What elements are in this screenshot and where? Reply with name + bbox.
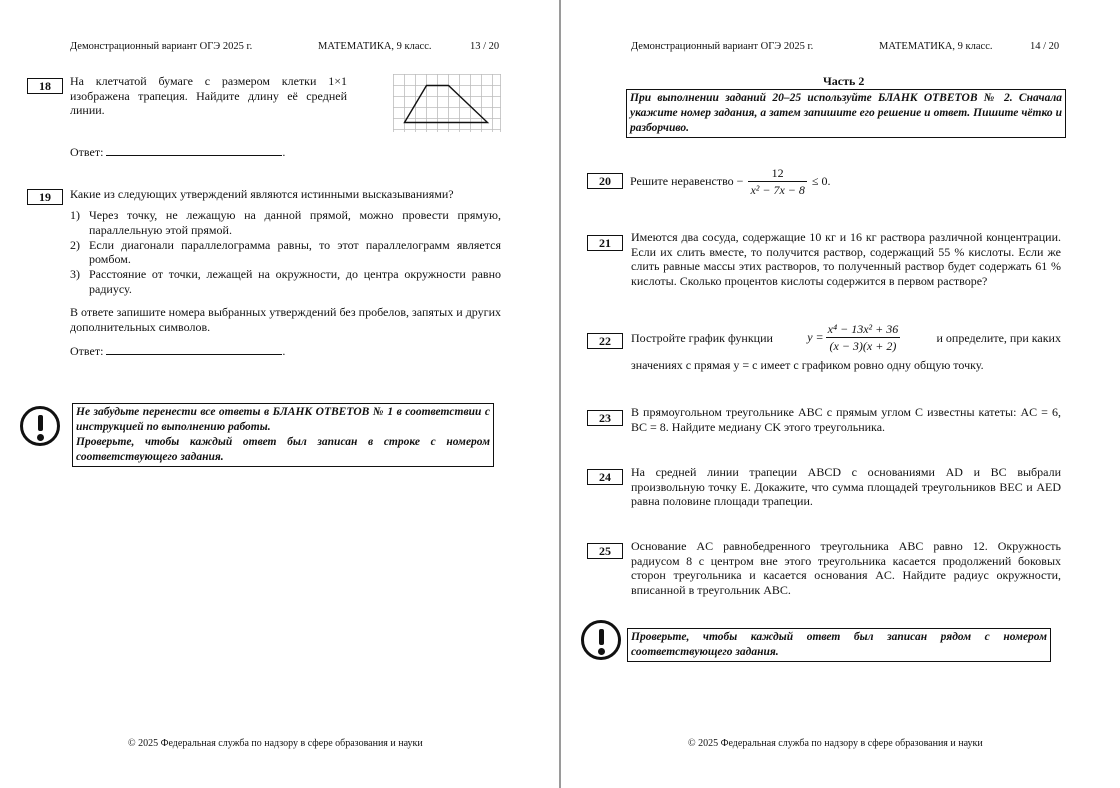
minus-sign: − xyxy=(736,173,744,188)
part-title: Часть 2 xyxy=(823,74,865,88)
statement-text: Через точку, не лежащую на данной прямой, можно провести прямую, параллельную этой прямой. xyxy=(89,208,501,237)
statement-text: Расстояние от точки, лежащей на окружности, до центра окружности равно радиусу. xyxy=(89,267,501,296)
task-24-text: На средней линии трапеции ABCD с основаниями AD и BC выбрали произвольную точку E. Докажите, что сумма площадей треугольников BEC и AED равна половине площади трапеции. xyxy=(631,465,1061,509)
task-20-intro: Решите неравенство xyxy=(630,173,734,188)
footer-copyright: © 2025 Федеральная служба по надзору в сфере образования и науки xyxy=(688,738,983,749)
task-19-question: Какие из следующих утверждений являются истинными высказываниями? xyxy=(70,187,454,201)
task-22-function xyxy=(807,322,902,354)
answer-19: Ответ: . xyxy=(70,344,286,358)
statement-number: 1) xyxy=(70,208,80,222)
header-page-number: 13 / 20 xyxy=(470,41,500,52)
inequality-tail: ≤ 0. xyxy=(811,173,831,188)
statement-number: 3) xyxy=(70,267,80,282)
notice-line-2: Проверьте, чтобы каждый ответ был записан в строке с номером соответствующего задания. xyxy=(76,436,490,463)
task-number-20: 20 xyxy=(587,173,623,189)
header-subject: МАТЕМАТИКА, 9 класс. xyxy=(879,41,993,52)
numerator: 12 xyxy=(748,166,806,182)
task-25-text: Основание AC равнобедренного треугольника ABC равно 12. Окружность радиусом 8 с центром вне этого треугольника касается продолжений боковых сторон треугольника и касается основания AC. Найдите радиус окружности, вписанной в треугольник ABC. xyxy=(631,539,1061,597)
header-page-number: 14 / 20 xyxy=(1030,41,1060,52)
fraction xyxy=(748,166,806,198)
numerator: x⁴ − 13x² + 36 xyxy=(827,322,899,336)
denominator: x² − 7x − 8 xyxy=(750,183,805,197)
y-equals: y = xyxy=(807,329,824,344)
task-number-18: 18 xyxy=(27,78,63,94)
task-23-text: В прямоугольном треугольнике ABC с прямым углом C известны катеты: AC = 6, BC = 8. Найдите медиану CK этого треугольника. xyxy=(631,405,1061,434)
task-18-text: На клетчатой бумаге с размером клетки 1×1 изображена трапеция. Найдите длину её средней линии. xyxy=(70,74,347,118)
answer-label: Ответ: xyxy=(70,145,104,159)
denominator: (x − 3)(x + 2) xyxy=(829,339,897,353)
header-exam: Демонстрационный вариант ОГЭ 2025 г. xyxy=(70,41,253,52)
task-21-text: Имеются два сосуда, содержащие 10 кг и 16 кг раствора различной концентрации. Если их слить вместе, то получится раствор, содержащий 55 % кислоты. Если же слить равные массы этих растворов, то полученный раствор будет содержать 61 % кислоты. Сколько процентов кислоты содержится в первом растворе? xyxy=(631,230,1061,288)
statement-text: Если диагонали параллелограмма равны, то этот параллелограмм является ромбом. xyxy=(89,237,501,267)
notice-line-1: Не забудьте перенести все ответы в БЛАНК ОТВЕТОВ № 1 в соответствии с инструкцией по выполнению работы. xyxy=(76,406,490,433)
exclamation-circle-icon xyxy=(581,620,621,660)
answer-label: Ответ: xyxy=(70,344,104,358)
task-19-instruction: В ответе запишите номера выбранных утверждений без пробелов, запятых и других дополнительных символов. xyxy=(70,305,501,334)
task-number-22: 22 xyxy=(587,333,623,349)
footer-copyright: © 2025 Федеральная служба по надзору в сфере образования и науки xyxy=(128,738,423,749)
right-notice: Проверьте, чтобы каждый ответ был записан рядом с номером соответствующего задания. xyxy=(627,628,1051,662)
header-subject: МАТЕМАТИКА, 9 класс. xyxy=(318,41,432,52)
task-number-21: 21 xyxy=(587,235,623,251)
part-2-notice: При выполнении заданий 20–25 используйте БЛАНК ОТВЕТОВ № 2. Сначала укажите номер задания, а затем запишите его решение и ответ. Пишите чётко и разборчиво. xyxy=(626,89,1066,138)
fraction xyxy=(826,322,901,354)
task-number-23: 23 xyxy=(587,410,623,426)
task-22-line-2: значениях c прямая y = c имеет с графиком ровно одну общую точку. xyxy=(631,358,984,372)
task-22-tail: и определите, при каких xyxy=(936,330,1061,345)
task-22-line-1 xyxy=(631,322,1061,354)
task-22-intro: Постройте график функции xyxy=(631,330,773,345)
statement-number: 2) xyxy=(70,237,80,252)
task-20-inequality xyxy=(630,166,830,198)
task-number-24: 24 xyxy=(587,469,623,485)
task-number-19: 19 xyxy=(27,189,63,205)
task-number-25: 25 xyxy=(587,543,623,559)
answer-18: Ответ: . xyxy=(70,145,286,159)
header-exam: Демонстрационный вариант ОГЭ 2025 г. xyxy=(631,41,814,52)
